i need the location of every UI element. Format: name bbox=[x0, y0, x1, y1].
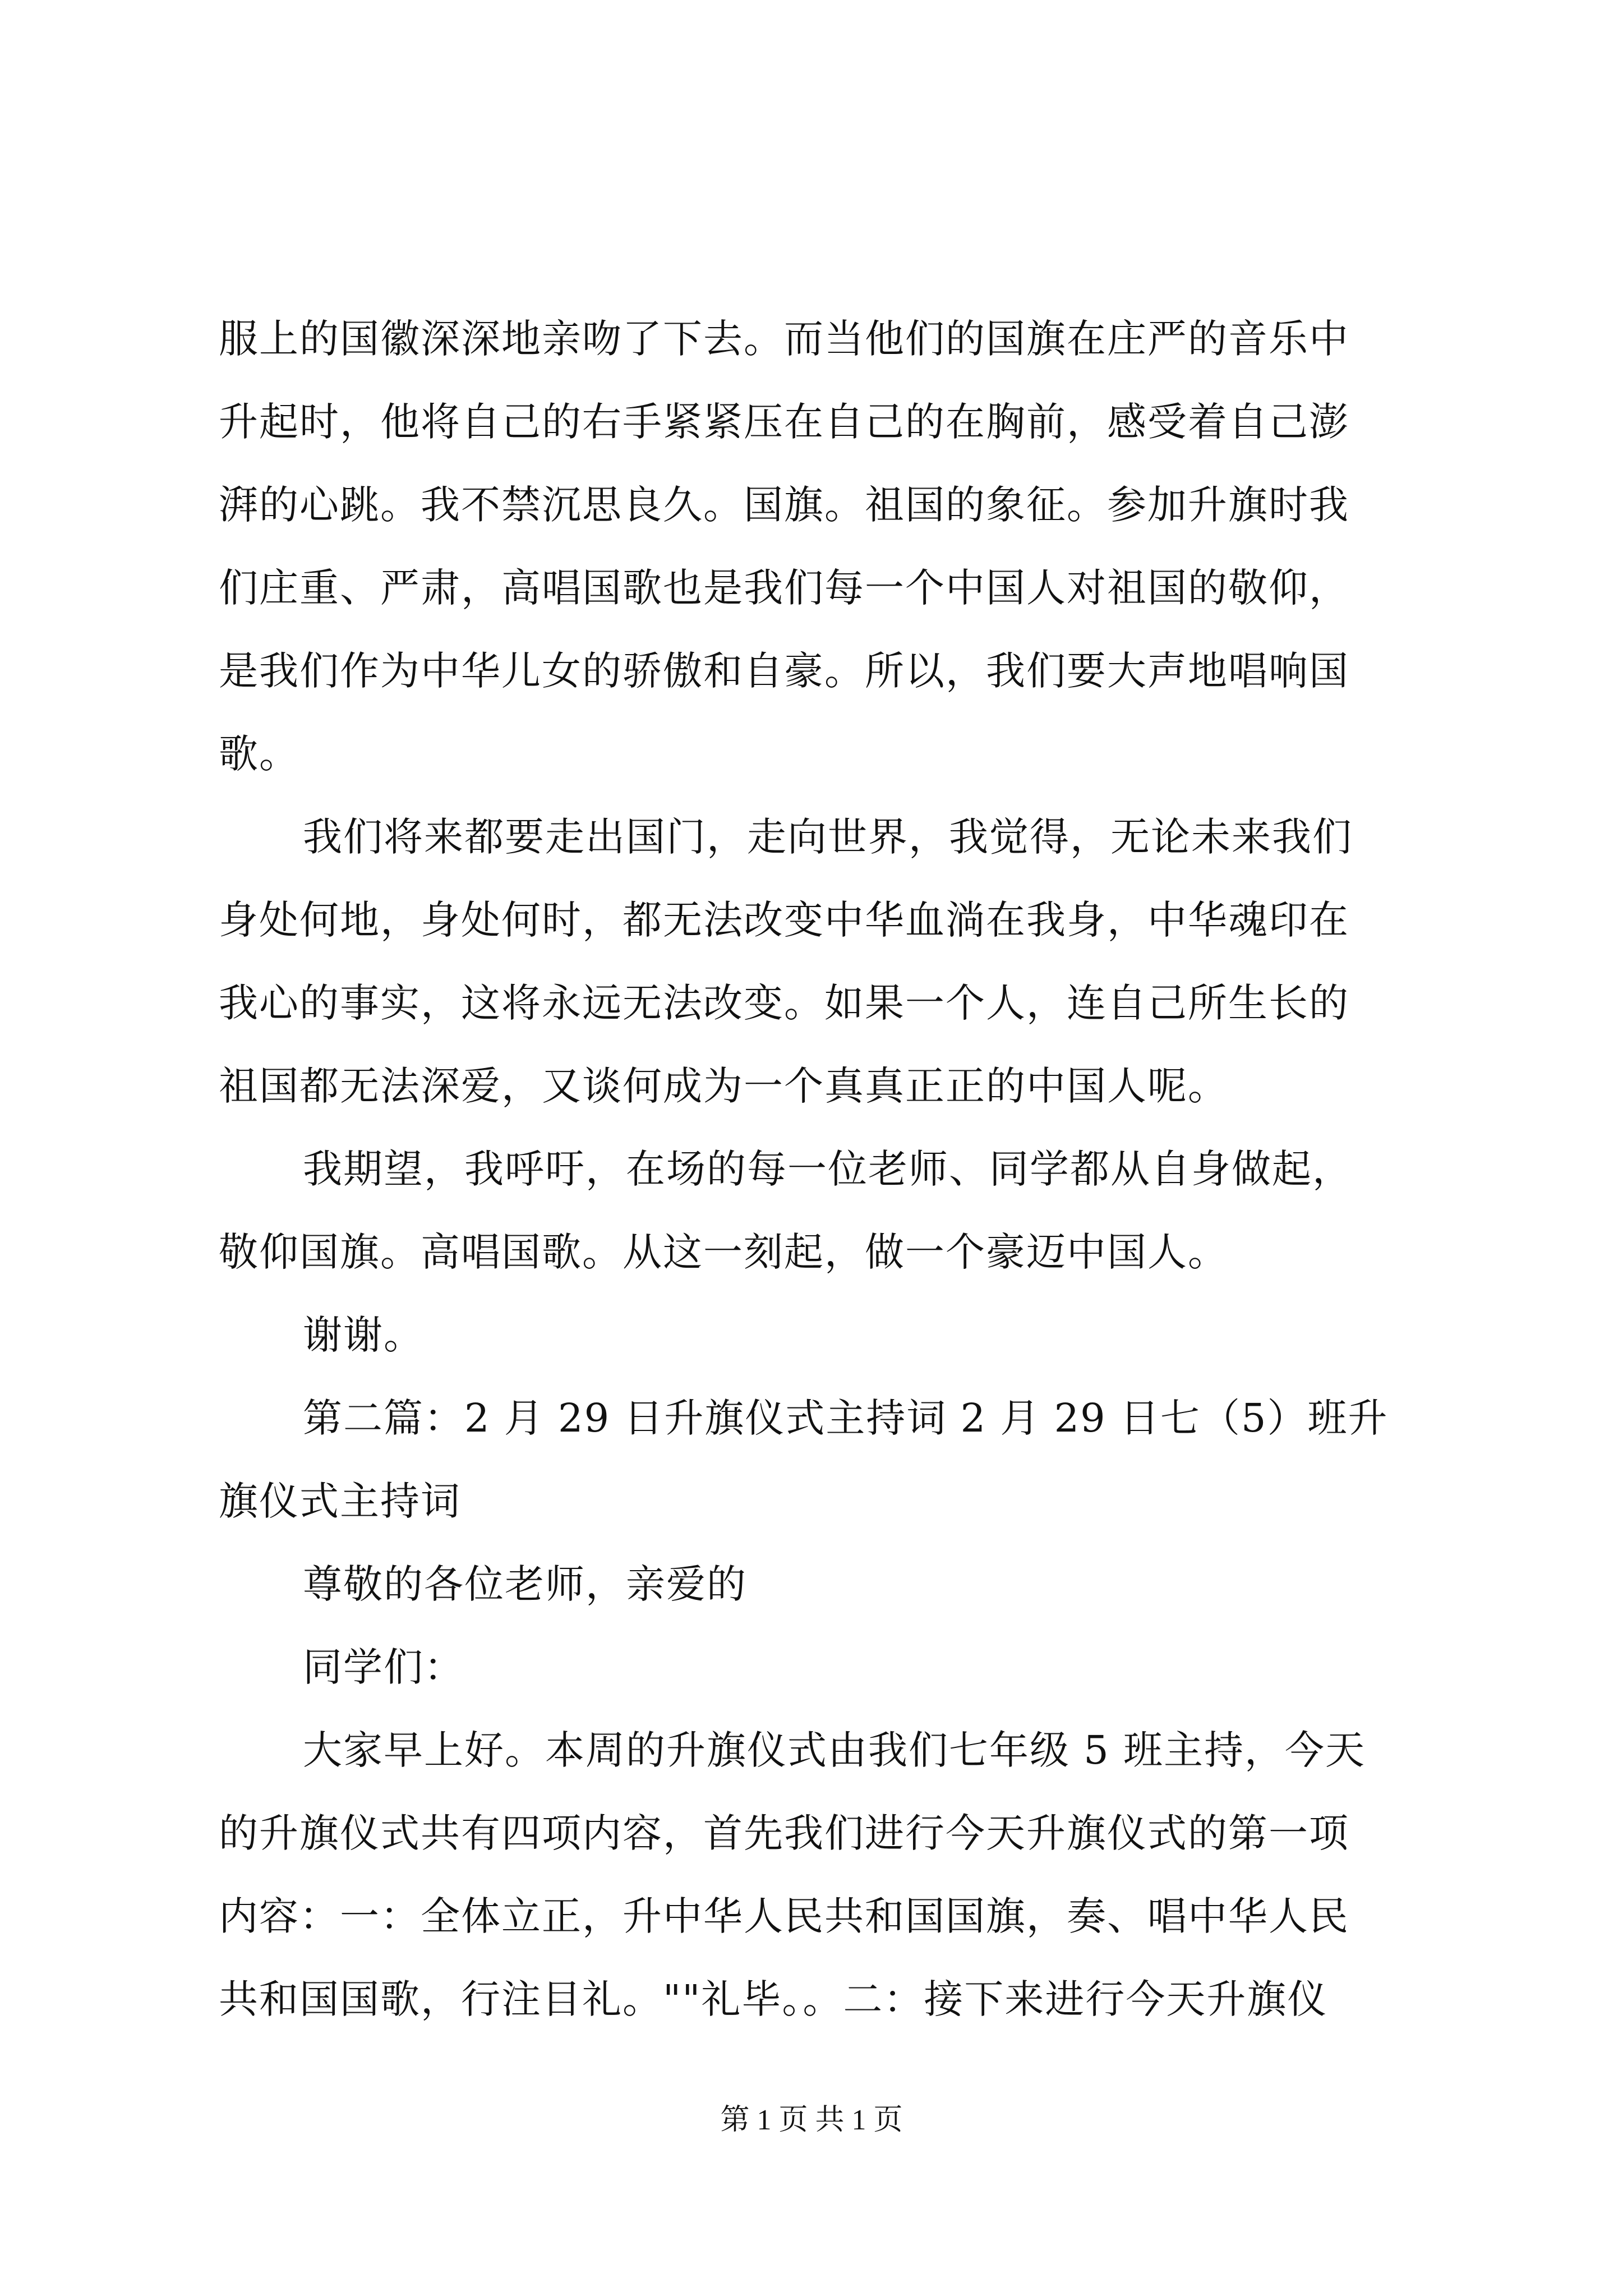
paragraph-first-line: 同学们： bbox=[303, 1644, 464, 1690]
text-line: 湃的心跳。我不禁沉思良久。国旗。祖国的象征。参加升旗时我 bbox=[219, 482, 1349, 528]
section-heading-line: 旗仪式主持词 bbox=[219, 1478, 461, 1524]
text-line: 是我们作为中华儿女的骄傲和自豪。所以，我们要大声地唱响国 bbox=[219, 648, 1349, 694]
document-body bbox=[219, 297, 1430, 2041]
paragraph-first-line: 大家早上好。本周的升旗仪式由我们七年级 5 班主持，今天 bbox=[303, 1727, 1366, 1773]
paragraph-first-line: 尊敬的各位老师，亲爱的 bbox=[303, 1561, 747, 1607]
paragraph-first-line: 谢谢。 bbox=[303, 1312, 424, 1358]
text-line: 们庄重、严肃，高唱国歌也是我们每一个中国人对祖国的敬仰， bbox=[219, 565, 1349, 611]
text-line: 共和国国歌，行注目礼。""礼毕。。二：接下来进行今天升旗仪 bbox=[219, 1976, 1328, 2022]
text-line: 内容：一：全体立正，升中华人民共和国国旗，奏、唱中华人民 bbox=[219, 1893, 1349, 1939]
text-line: 升起时，他将自己的右手紧紧压在自己的在胸前，感受着自己澎 bbox=[219, 399, 1349, 445]
section-heading-line: 第二篇：2 月 29 日升旗仪式主持词 2 月 29 日七（5）班升 bbox=[303, 1395, 1389, 1441]
text-line: 身处何地，身处何时，都无法改变中华血淌在我身，中华魂印在 bbox=[219, 897, 1349, 943]
page-footer bbox=[0, 2101, 1623, 2140]
text-line: 服上的国徽深深地亲吻了下去。而当他们的国旗在庄严的音乐中 bbox=[219, 316, 1349, 362]
page-number-label: 第 1 页 共 1 页 bbox=[720, 2104, 903, 2136]
paragraph-first-line: 我们将来都要走出国门，走向世界，我觉得，无论未来我们 bbox=[303, 814, 1353, 860]
text-line: 祖国都无法深爱，又谈何成为一个真真正正的中国人呢。 bbox=[219, 1063, 1228, 1109]
paragraph-first-line: 我期望，我呼吁，在场的每一位老师、同学都从自身做起， bbox=[303, 1146, 1353, 1192]
text-line: 歌。 bbox=[219, 731, 299, 777]
text-line: 的升旗仪式共有四项内容，首先我们进行今天升旗仪式的第一项 bbox=[219, 1810, 1349, 1856]
text-line: 我心的事实，这将永远无法改变。如果一个人，连自己所生长的 bbox=[219, 980, 1349, 1026]
text-line: 敬仰国旗。高唱国歌。从这一刻起，做一个豪迈中国人。 bbox=[219, 1229, 1228, 1275]
